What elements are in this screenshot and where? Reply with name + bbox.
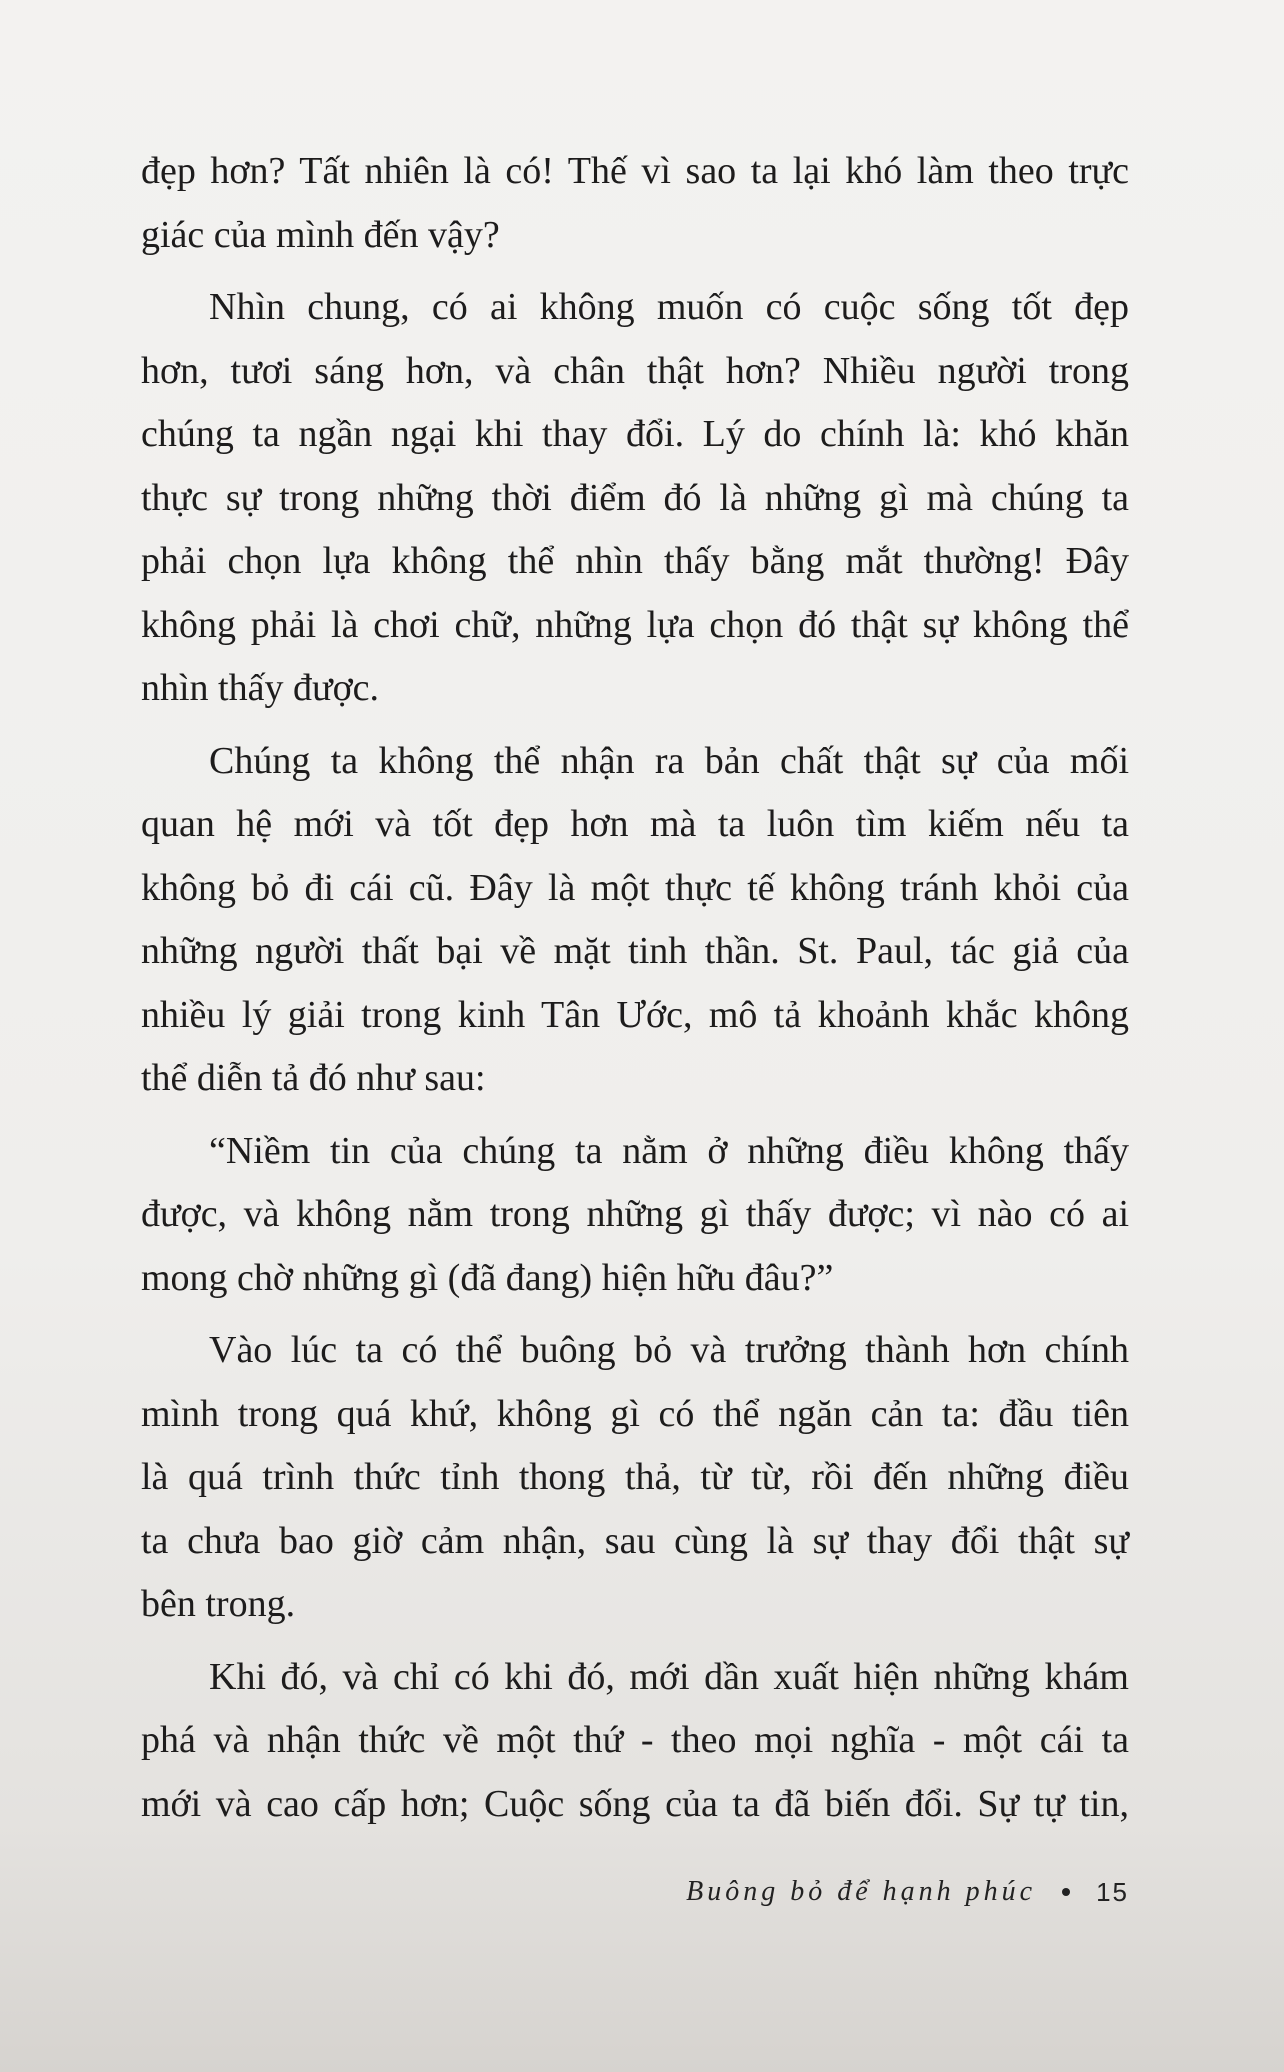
text-line: mới và cao cấp hơn; Cuộc sống của ta đã biến đổi. Sự tự tin, — [141, 1782, 1129, 1825]
text-line: Khi đó, và chỉ có khi đó, mới dần xuất hiện những khám — [209, 1655, 1129, 1698]
text-line: ta chưa bao giờ cảm nhận, sau cùng là sự thay đổi thật sự — [141, 1519, 1129, 1562]
text-line: nhìn thấy được. — [141, 667, 380, 709]
text-line: những người thất bại về mặt tinh thần. St. Paul, tác giả của — [141, 930, 1129, 972]
paragraph — [141, 730, 1129, 1111]
text-line: quan hệ mới và tốt đẹp hơn mà ta luôn tìm kiếm nếu ta — [141, 803, 1129, 845]
text-line: bên trong. — [141, 1583, 296, 1625]
text-line: là quá trình thức tỉnh thong thả, từ từ, rồi đến những điều — [141, 1456, 1129, 1498]
running-title: Buông bỏ để hạnh phúc — [686, 1876, 1037, 1907]
text-line: nhiều lý giải trong kinh Tân Ước, mô tả khoảnh khắc không — [141, 993, 1129, 1036]
text-line: giác của mình đến vậy? — [141, 213, 500, 256]
text-line: thực sự trong những thời điểm đó là những gì mà chúng ta — [141, 476, 1129, 519]
text-line: chúng ta ngần ngại khi thay đổi. Lý do chính là: khó khăn — [141, 413, 1129, 455]
text-line: Nhìn chung, có ai không muốn có cuộc sống tốt đẹp — [209, 286, 1129, 328]
text-line: Chúng ta không thể nhận ra bản chất thật sự của mối — [209, 739, 1129, 782]
paragraph — [141, 1646, 1129, 1837]
text-line: không bỏ đi cái cũ. Đây là một thực tế không tránh khỏi của — [141, 866, 1129, 909]
text-line: đẹp hơn? Tất nhiên là có! Thế vì sao ta lại khó làm theo trực — [141, 150, 1129, 192]
text-line: “Niềm tin của chúng ta nằm ở những điều không thấy — [209, 1129, 1129, 1172]
page-body — [141, 140, 1129, 1845]
paragraph — [141, 140, 1129, 267]
text-line: mình trong quá khứ, không gì có thể ngăn cản ta: đầu tiên — [141, 1392, 1129, 1435]
text-line: phá và nhận thức về một thứ - theo mọi nghĩa - một cái ta — [141, 1719, 1129, 1761]
text-line: được, và không nằm trong những gì thấy được; vì nào có ai — [141, 1193, 1129, 1235]
paragraph — [141, 1120, 1129, 1311]
paragraph — [141, 276, 1129, 721]
page-number: 15 — [1096, 1876, 1129, 1907]
text-line: Vào lúc ta có thể buông bỏ và trưởng thành hơn chính — [209, 1329, 1129, 1371]
text-line: mong chờ những gì (đã đang) hiện hữu đâu?” — [141, 1256, 834, 1299]
bullet-separator — [1062, 1888, 1070, 1896]
text-line: thể diễn tả đó như sau: — [141, 1057, 486, 1099]
text-line: không phải là chơi chữ, những lựa chọn đó thật sự không thể — [141, 603, 1129, 646]
text-line: phải chọn lựa không thể nhìn thấy bằng mắt thường! Đây — [141, 540, 1129, 582]
paragraph — [141, 1319, 1129, 1637]
page-footer — [686, 1876, 1129, 1908]
text-line: hơn, tươi sáng hơn, và chân thật hơn? Nhiều người trong — [141, 349, 1129, 392]
